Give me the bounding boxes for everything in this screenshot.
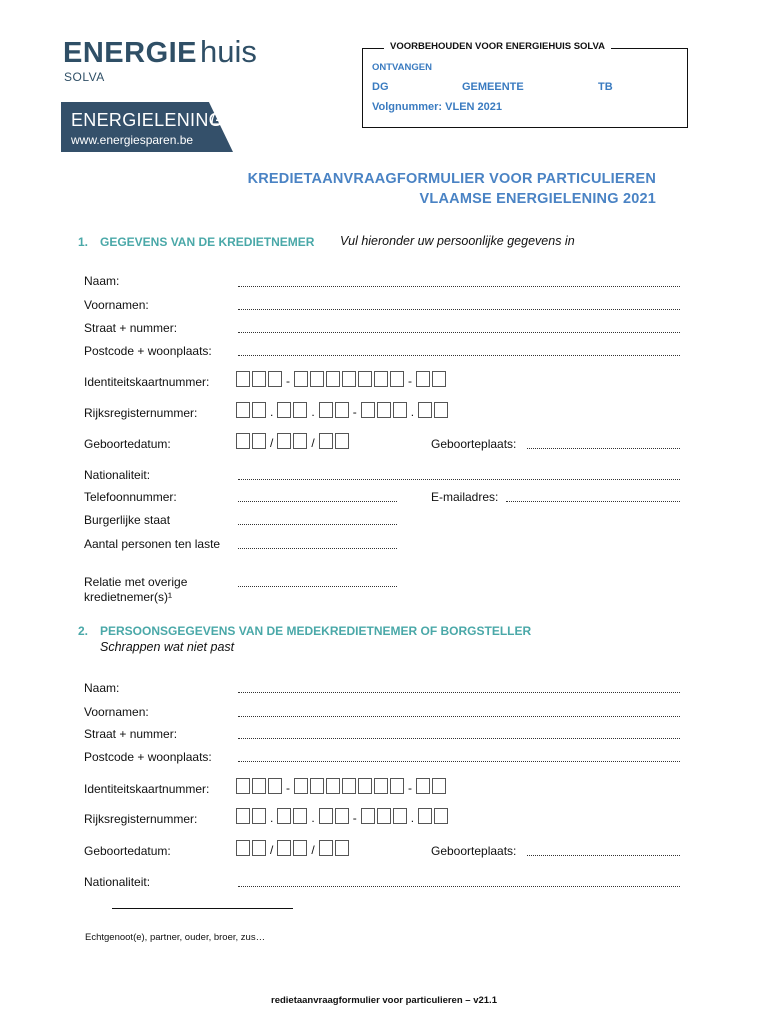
digit-box[interactable] <box>416 371 430 387</box>
digit-box[interactable] <box>277 402 291 418</box>
form-subtitle: VLAAMSE ENERGIELENING 2021 <box>419 191 656 207</box>
rijksregister-input[interactable] <box>236 808 448 824</box>
geboortedatum-label: Geboortedatum: <box>84 844 171 858</box>
voornamen-label: Voornamen: <box>84 705 149 719</box>
logo-subtitle: SOLVA <box>64 70 105 84</box>
digit-box[interactable] <box>418 402 432 418</box>
digit-box[interactable] <box>361 402 375 418</box>
digit-box[interactable] <box>432 778 446 794</box>
digit-box[interactable] <box>374 778 388 794</box>
digit-box[interactable] <box>319 840 333 856</box>
tb-label: TB <box>598 81 613 93</box>
digit-box[interactable] <box>277 840 291 856</box>
digit-box[interactable] <box>252 840 266 856</box>
straat-label: Straat + nummer: <box>84 321 178 335</box>
geboortedatum-label: Geboortedatum: <box>84 437 171 451</box>
digit-box[interactable] <box>236 371 250 387</box>
dot-separator: . <box>270 405 274 419</box>
digit-box[interactable] <box>268 778 282 794</box>
rijksregister-input[interactable] <box>236 402 448 418</box>
voornamen-input[interactable] <box>238 716 680 717</box>
section1-number: 1. <box>78 235 89 249</box>
naam-input[interactable] <box>238 692 680 693</box>
geboortedatum-input[interactable] <box>236 840 349 856</box>
dash-separator: - <box>286 374 290 388</box>
dg-label: DG <box>372 81 389 93</box>
digit-box[interactable] <box>310 778 324 794</box>
digit-box[interactable] <box>252 433 266 449</box>
digit-box[interactable] <box>418 808 432 824</box>
digit-box[interactable] <box>358 371 372 387</box>
slash-separator: / <box>311 436 315 450</box>
page-footer: redietaanvraagformulier voor particulieren – v21.1 <box>271 995 497 1006</box>
straat-input[interactable] <box>238 738 680 739</box>
reserved-box-title: VOORBEHOUDEN VOOR ENERGIEHUIS SOLVA <box>384 41 611 52</box>
dot-separator: . <box>311 405 315 419</box>
digit-box[interactable] <box>293 433 307 449</box>
banner-url: www.energiesparen.be <box>71 133 194 147</box>
energiehuis-logo <box>63 34 257 70</box>
slash-separator: / <box>270 436 274 450</box>
digit-box[interactable] <box>310 371 324 387</box>
geboorteplaats-label: Geboorteplaats: <box>431 844 517 858</box>
telefoon-input[interactable] <box>238 501 397 502</box>
geboorteplaats-input[interactable] <box>527 448 680 449</box>
straat-label: Straat + nummer: <box>84 727 178 741</box>
section2-number: 2. <box>78 624 89 638</box>
id-card-label: Identiteitskaartnummer: <box>84 782 210 796</box>
digit-box[interactable] <box>335 402 349 418</box>
digit-box[interactable] <box>293 402 307 418</box>
postcode-label: Postcode + woonplaats: <box>84 750 212 764</box>
id-card-input[interactable] <box>236 371 446 387</box>
personen-ten-laste-input[interactable] <box>238 548 397 549</box>
straat-input[interactable] <box>238 332 680 333</box>
naam-label: Naam: <box>84 681 120 695</box>
postcode-label: Postcode + woonplaats: <box>84 344 212 358</box>
reserved-box <box>362 48 688 128</box>
digit-box[interactable] <box>326 371 340 387</box>
digit-box[interactable] <box>293 840 307 856</box>
slash-separator: / <box>270 843 274 857</box>
burgerlijke-staat-input[interactable] <box>238 524 397 525</box>
digit-box[interactable] <box>252 402 266 418</box>
digit-box[interactable] <box>252 808 266 824</box>
digit-box[interactable] <box>252 778 266 794</box>
dash-separator: - <box>408 781 412 795</box>
dash-separator: - <box>286 781 290 795</box>
digit-box[interactable] <box>236 433 250 449</box>
digit-box[interactable] <box>236 402 250 418</box>
id-card-input[interactable] <box>236 778 446 794</box>
digit-box[interactable] <box>277 808 291 824</box>
digit-box[interactable] <box>377 402 391 418</box>
naam-input[interactable] <box>238 286 680 287</box>
relatie-label: Relatie met overige kredietnemer(s)¹ <box>84 575 188 604</box>
dash-separator: - <box>352 811 357 825</box>
voornamen-label: Voornamen: <box>84 298 149 312</box>
logo-word-energie: ENERGIE <box>63 37 198 69</box>
received-label: ONTVANGEN <box>372 62 432 73</box>
digit-box[interactable] <box>319 433 333 449</box>
digit-box[interactable] <box>434 402 448 418</box>
digit-box[interactable] <box>326 778 340 794</box>
digit-box[interactable] <box>293 808 307 824</box>
digit-box[interactable] <box>335 840 349 856</box>
dot-separator: . <box>410 811 415 825</box>
form-title: KREDIETAANVRAAGFORMULIER VOOR PARTICULIEREN <box>247 171 656 187</box>
digit-box[interactable] <box>294 371 308 387</box>
banner-title: ENERGIELENING <box>71 110 223 130</box>
digit-box[interactable] <box>342 371 356 387</box>
gemeente-label: GEMEENTE <box>462 81 524 93</box>
email-input[interactable] <box>506 501 680 502</box>
logo-word-huis: huis <box>200 34 257 69</box>
digit-box[interactable] <box>432 371 446 387</box>
nationaliteit-input[interactable] <box>238 886 680 887</box>
digit-box[interactable] <box>374 371 388 387</box>
dot-separator: . <box>410 405 415 419</box>
geboorteplaats-label: Geboorteplaats: <box>431 437 517 451</box>
dot-separator: . <box>270 811 274 825</box>
nationaliteit-label: Nationaliteit: <box>84 468 151 482</box>
digit-box[interactable] <box>335 433 349 449</box>
digit-box[interactable] <box>390 371 404 387</box>
digit-box[interactable] <box>252 371 266 387</box>
burgerlijke-staat-label: Burgerlijke staat <box>84 513 171 527</box>
section1-heading: GEGEVENS VAN DE KREDIETNEMER <box>100 235 315 249</box>
footnote: Echtgenoot(e), partner, ouder, broer, zus… <box>85 932 266 943</box>
dash-separator: - <box>352 405 357 419</box>
rijksregister-label: Rijksregisternummer: <box>84 812 198 826</box>
digit-box[interactable] <box>319 808 333 824</box>
digit-box[interactable] <box>268 371 282 387</box>
personen-ten-laste-label: Aantal personen ten laste <box>84 537 221 551</box>
dash-separator: - <box>408 374 412 388</box>
slash-separator: / <box>311 843 315 857</box>
digit-box[interactable] <box>393 808 407 824</box>
section1-instruction: Vul hieronder uw persoonlijke gegevens in <box>340 234 575 248</box>
digit-box[interactable] <box>393 402 407 418</box>
flemish-lion-icon <box>206 106 228 128</box>
postcode-input[interactable] <box>238 355 680 356</box>
naam-label: Naam: <box>84 274 120 288</box>
rijksregister-label: Rijksregisternummer: <box>84 406 198 420</box>
telefoon-label: Telefoonnummer: <box>84 490 177 504</box>
digit-box[interactable] <box>236 840 250 856</box>
relatie-input[interactable] <box>238 586 397 587</box>
id-card-label: Identiteitskaartnummer: <box>84 375 210 389</box>
digit-box[interactable] <box>277 433 291 449</box>
digit-box[interactable] <box>319 402 333 418</box>
digit-box[interactable] <box>236 808 250 824</box>
dot-separator: . <box>311 811 315 825</box>
section2-heading: PERSOONSGEGEVENS VAN DE MEDEKREDIETNEMER OF BORGSTELLER <box>100 624 532 638</box>
email-label: E-mailadres: <box>431 490 499 504</box>
digit-box[interactable] <box>294 778 308 794</box>
section2-instruction: Schrappen wat niet past <box>100 640 235 654</box>
digit-box[interactable] <box>342 778 356 794</box>
geboortedatum-input[interactable] <box>236 433 349 449</box>
volgnummer-label: Volgnummer: VLEN 2021 <box>372 101 502 113</box>
digit-box[interactable] <box>377 808 391 824</box>
digit-box[interactable] <box>390 778 404 794</box>
geboorteplaats-input[interactable] <box>527 855 680 856</box>
nationaliteit-label: Nationaliteit: <box>84 875 151 889</box>
digit-box[interactable] <box>335 808 349 824</box>
footnote-divider <box>112 908 293 909</box>
digit-box[interactable] <box>236 778 250 794</box>
digit-box[interactable] <box>361 808 375 824</box>
voornamen-input[interactable] <box>238 309 680 310</box>
postcode-input[interactable] <box>238 761 680 762</box>
digit-box[interactable] <box>358 778 372 794</box>
digit-box[interactable] <box>434 808 448 824</box>
nationaliteit-input[interactable] <box>238 479 680 480</box>
digit-box[interactable] <box>416 778 430 794</box>
